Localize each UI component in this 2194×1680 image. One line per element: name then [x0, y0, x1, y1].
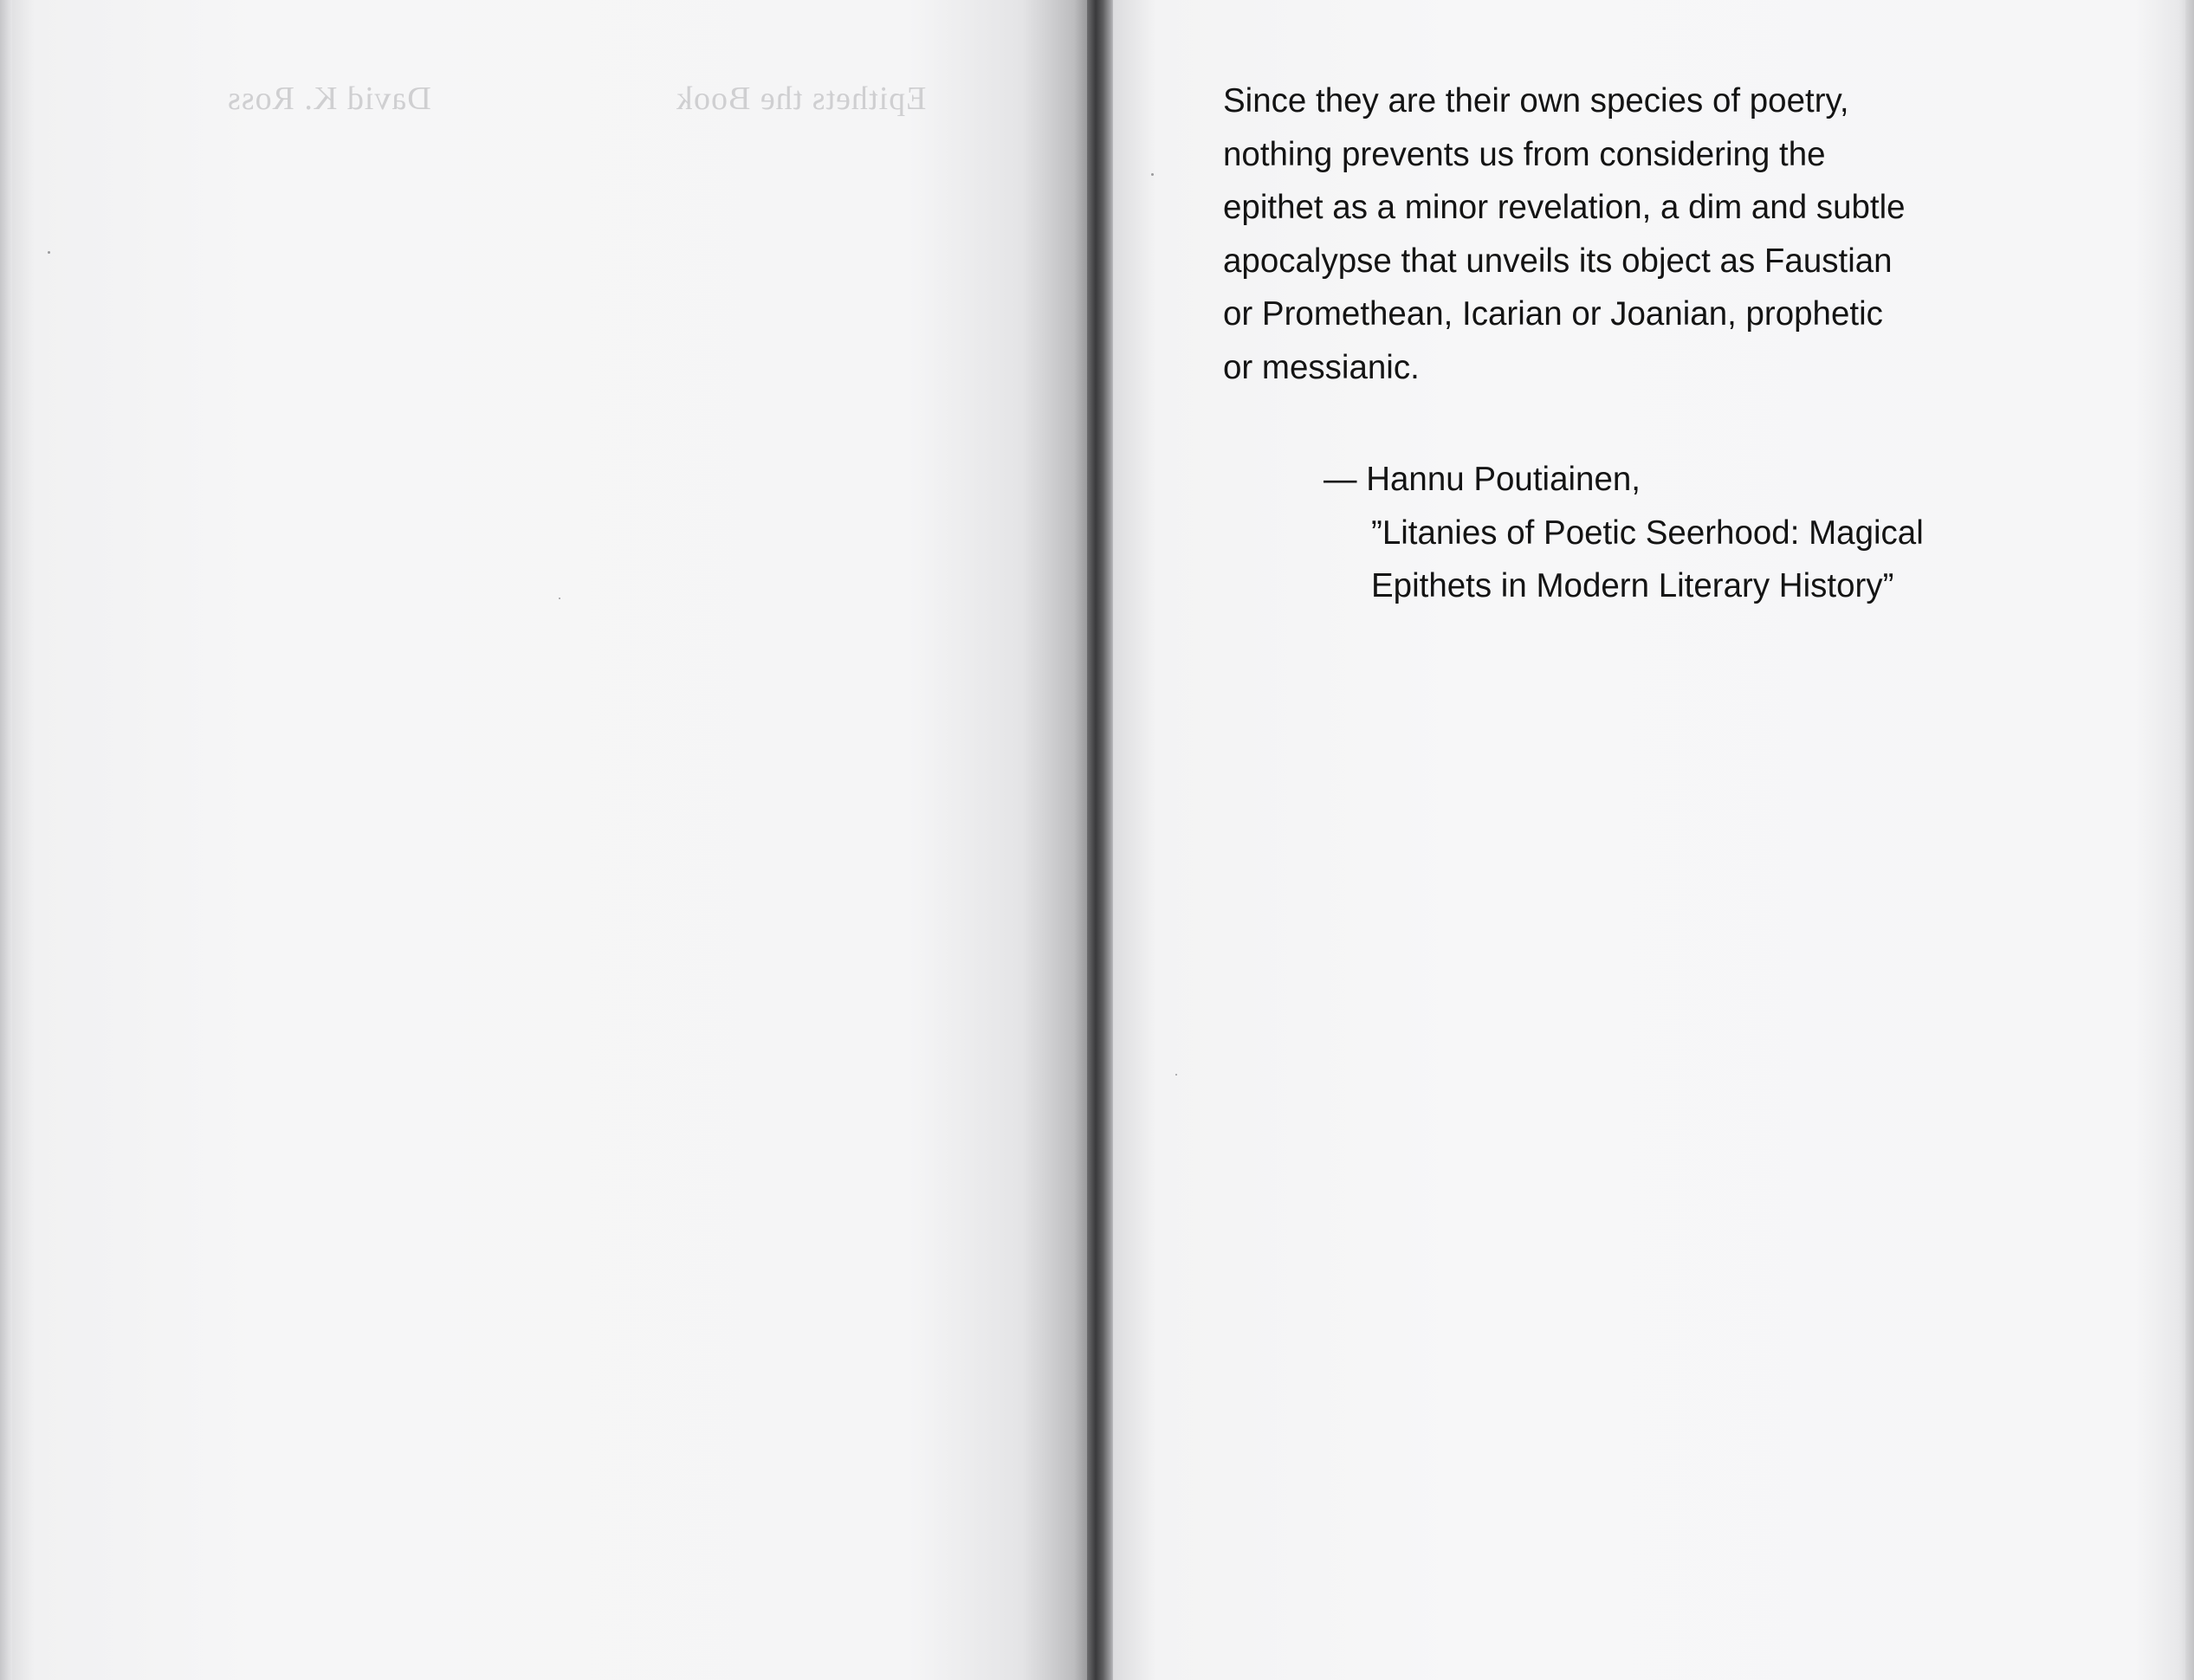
paper-speck	[559, 598, 560, 599]
attribution-author: — Hannu Poutiainen,	[1324, 461, 1641, 498]
quote-line: or messianic.	[1223, 348, 1420, 386]
right-page-edge	[2185, 0, 2194, 1680]
book-gutter	[1087, 0, 1115, 1680]
attribution-title-line-2: Epithets in Modern Literary History”	[1371, 567, 1894, 604]
quote-line: apocalypse that unveils its object as Faustian	[1223, 242, 1893, 280]
left-page	[0, 0, 1093, 1680]
epigraph-quote	[1223, 74, 2089, 394]
left-page-edge	[0, 0, 12, 1680]
paper-speck	[1151, 173, 1154, 176]
attribution-title-line-1: ”Litanies of Poetic Seerhood: Magical	[1371, 514, 1924, 552]
right-page	[1113, 0, 2194, 1680]
paper-speck	[48, 251, 50, 254]
quote-line: or Promethean, Icarian or Joanian, prophetic	[1223, 295, 1883, 333]
paper-speck	[1175, 1074, 1177, 1076]
quote-line: epithet as a minor revelation, a dim and subtle	[1223, 189, 1906, 226]
epigraph-attribution	[1324, 453, 1924, 613]
show-through-running-author: David K. Ross	[227, 81, 431, 117]
quote-line: Since they are their own species of poetry,	[1223, 82, 1849, 120]
quote-line: nothing prevents us from considering the	[1223, 135, 1826, 173]
show-through-running-title: Epithets the Book	[676, 81, 927, 117]
